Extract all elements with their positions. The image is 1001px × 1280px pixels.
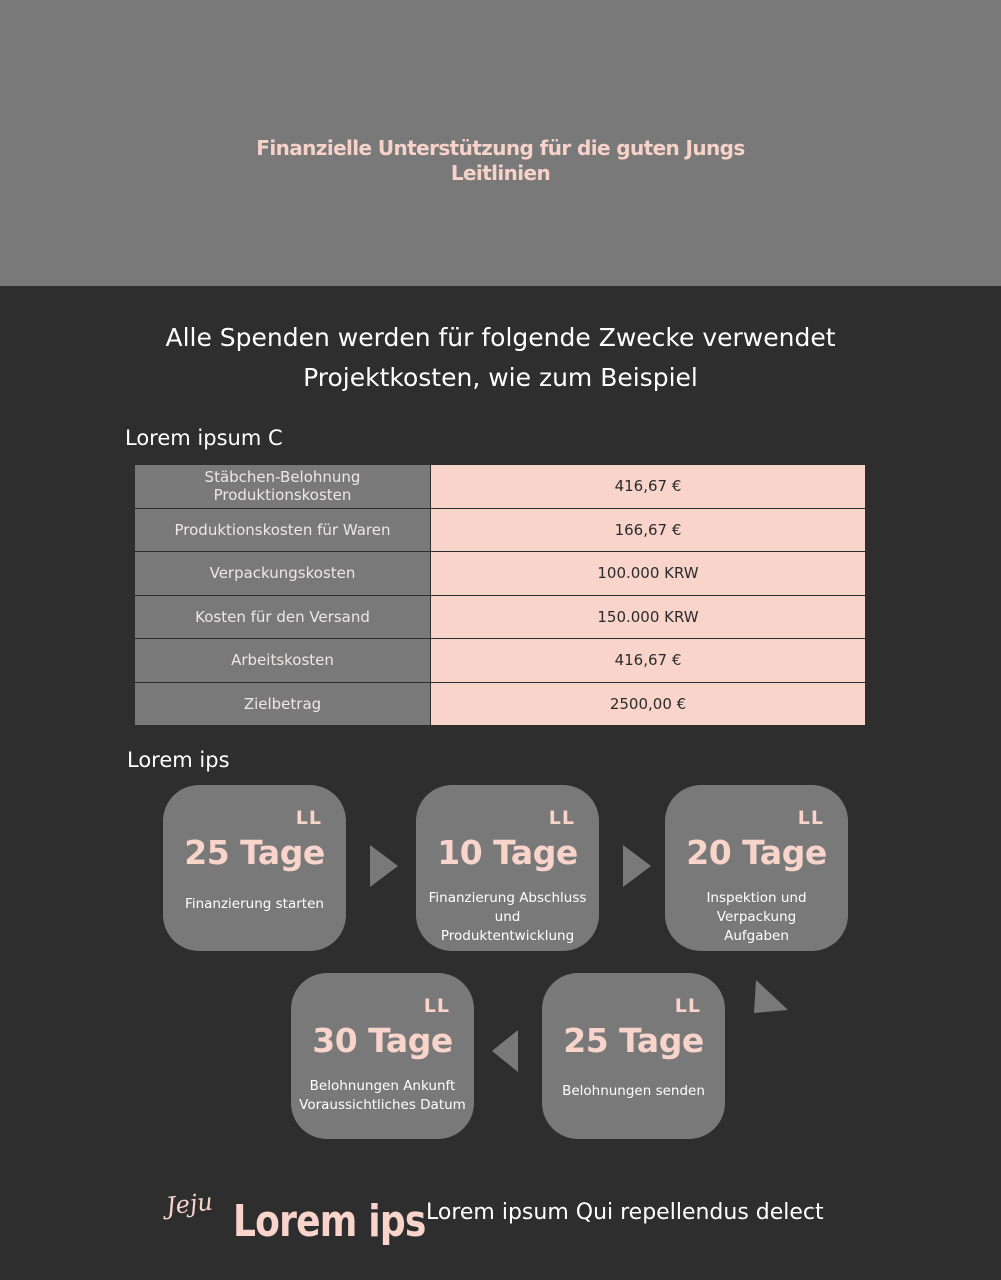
cost-value: 150.000 KRW	[431, 595, 866, 639]
step-description-line1: Belohnungen senden	[562, 1083, 705, 1099]
cost-value: 2500,00 €	[431, 682, 866, 726]
step-days: 10 Tage	[437, 833, 578, 872]
cost-value: 166,67 €	[431, 508, 866, 552]
step-days: 25 Tage	[184, 833, 325, 872]
arrow-right-icon	[623, 845, 651, 887]
step-description-line1: Finanzierung Abschluss und	[428, 890, 587, 925]
footer-script-logo: Jeju	[164, 1187, 215, 1221]
step-mark: LL	[423, 995, 450, 1017]
step-mark: LL	[674, 995, 701, 1017]
cost-label: Verpackungskosten	[135, 552, 431, 596]
cost-label: Arbeitskosten	[135, 639, 431, 683]
step-mark: LL	[295, 807, 322, 829]
intro-line2: Projektkosten, wie zum Beispiel	[303, 363, 698, 392]
step-days: 25 Tage	[563, 1021, 704, 1060]
table-row	[135, 508, 866, 552]
intro-text	[0, 318, 1001, 398]
footer-tagline: Lorem ipsum Qui repellendus delect	[426, 1200, 824, 1225]
costs-heading: Lorem ipsum C	[125, 426, 283, 450]
cost-label: Kosten für den Versand	[135, 595, 431, 639]
timeline-step-card	[291, 973, 474, 1139]
step-description	[167, 895, 342, 914]
table-row	[135, 639, 866, 683]
step-description	[420, 889, 595, 946]
step-description-line1: Finanzierung starten	[185, 896, 324, 912]
header-banner	[0, 0, 1001, 286]
arrow-down-right-icon	[754, 980, 788, 1014]
table-row	[135, 595, 866, 639]
step-description-line1: Inspektion und Verpackung	[706, 890, 807, 925]
step-description	[295, 1077, 470, 1115]
cost-label: Zielbetrag	[135, 682, 431, 726]
step-mark: LL	[797, 807, 824, 829]
table-row	[135, 552, 866, 596]
cost-value: 416,67 €	[431, 465, 866, 509]
step-mark: LL	[548, 807, 575, 829]
cost-label: Produktionskosten für Waren	[135, 508, 431, 552]
timeline-step-card	[542, 973, 725, 1139]
page-title-line1: Finanzielle Unterstützung für die guten Jungs	[256, 136, 745, 160]
step-description	[669, 889, 844, 946]
step-days: 30 Tage	[312, 1021, 453, 1060]
table-row	[135, 682, 866, 726]
timeline-step-card	[665, 785, 848, 951]
step-description-line2: Voraussichtliches Datum	[299, 1097, 466, 1113]
timeline-heading: Lorem ips	[127, 748, 230, 772]
step-days: 20 Tage	[686, 833, 827, 872]
intro-line1: Alle Spenden werden für folgende Zwecke verwendet	[165, 323, 836, 352]
cost-value: 100.000 KRW	[431, 552, 866, 596]
footer-brand-logo: Lorem ips	[233, 1196, 426, 1247]
cost-label: Stäbchen-Belohnung Produktionskosten	[135, 465, 431, 509]
page-title-line2: Leitlinien	[450, 161, 551, 185]
arrow-right-icon	[370, 845, 398, 887]
timeline-step-card	[416, 785, 599, 951]
cost-value: 416,67 €	[431, 639, 866, 683]
step-description-line2: Aufgaben	[724, 928, 789, 944]
table-row	[135, 465, 866, 509]
arrow-left-icon	[492, 1030, 518, 1072]
cost-table	[134, 464, 866, 726]
step-description	[546, 1082, 721, 1101]
step-description-line1: Belohnungen Ankunft	[309, 1078, 456, 1094]
page-title	[0, 136, 1001, 186]
step-description-line2: Produktentwicklung	[440, 928, 575, 944]
timeline-step-card	[163, 785, 346, 951]
